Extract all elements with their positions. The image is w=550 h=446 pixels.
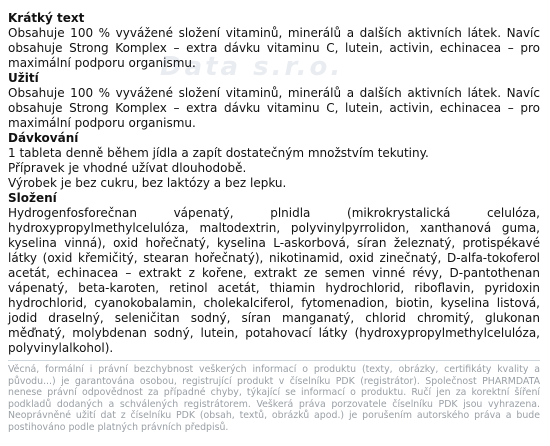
section-body-uziti: Obsahuje 100 % vyvážené složení vitaminů, minerálů a dalších aktivních látek. Navíc obsahuje Strong Komplex – extra dávku vitaminu C, lutein, activin, echinacea – pro maximální podporu organismu. bbox=[8, 86, 540, 130]
section-kratky-text bbox=[8, 11, 540, 71]
section-davkovani bbox=[8, 131, 540, 191]
legal-disclaimer: Věcná, formální i právní bezchybnost veškerých informací o produktu (texty, obrázky, certifikáty kvality a původu...) je garantována osobou, registrující produkt v číselníku PDK (registrátor). Společnost PHARMDATA nenese právní odpovědnost za případné chyby, týkající se informací o produktu. Ručí jen za korektní šíření podkladů dodaných a schválených registrátorem. Veškerá práva porzovatele číselníku PDK jsou vyhrazena. Neoprávněné užití dat z číselníku PDK (obsah, textů, obrázků apod.) je porušením autorského práva a bude postihováno podle platných právních předpisů. bbox=[8, 364, 540, 433]
section-slozeni bbox=[8, 191, 540, 356]
section-body-kratky-text: Obsahuje 100 % vyvážené složení vitaminů, minerálů a dalších aktivních látek. Navíc obsahuje Strong Komplex – extra dávku vitaminu C, lutein, activin, echinacea – pro maximální podporu organismu. bbox=[8, 26, 540, 70]
section-title-kratky-text: Krátký text bbox=[8, 11, 85, 25]
dosage-line: Přípravek je vhodné užívat dlouhodobě. bbox=[8, 161, 247, 175]
section-uziti bbox=[8, 71, 540, 131]
dosage-line: Výrobek je bez cukru, bez laktózy a bez lepku. bbox=[8, 176, 287, 190]
section-title-davkovani: Dávkování bbox=[8, 131, 79, 145]
section-body-slozeni: Hydrogenfosforečnan vápenatý, plnidla (mikrokrystalická celulóza, hydroxypropylmethylcelulóza, maltodextrin, polyvinylpyrrolidon, xanthanová guma, kyselina vinná), oxid hořečnatý, kyselina L-askorbová, síran železnatý, protispékavé látky (oxid křemičitý, stearan hořečnatý), nikotinamid, oxid zinečnatý, D-alfa-tokoferol acetát, echinacea – extrakt z kořene, extrakt ze semen vinné révy, D-pantothenan vápenatý, beta-karoten, retinol acetát, thiamin hydrochlorid, riboflavin, pyridoxin hydrochlorid, cyanokobalamin, cholekalciferol, fytomenadion, biotin, kyselina listová, jodid draselný, seleničitan sodný, síran manganatý, chlorid chromitý, glukonan měďnatý, molybdenan sodný, lutein, potahovací látky (hydroxypropylmethylcelulóza, polyvinylalkohol). bbox=[8, 206, 540, 355]
section-title-slozeni: Složení bbox=[8, 191, 57, 205]
product-info-document bbox=[8, 11, 540, 434]
dosage-line: 1 tableta denně během jídla a zapít dostatečným množstvím tekutiny. bbox=[8, 146, 429, 160]
watermark-text: Data s.r.o. bbox=[160, 52, 344, 82]
divider bbox=[8, 360, 540, 361]
section-title-uziti: Užití bbox=[8, 71, 39, 85]
